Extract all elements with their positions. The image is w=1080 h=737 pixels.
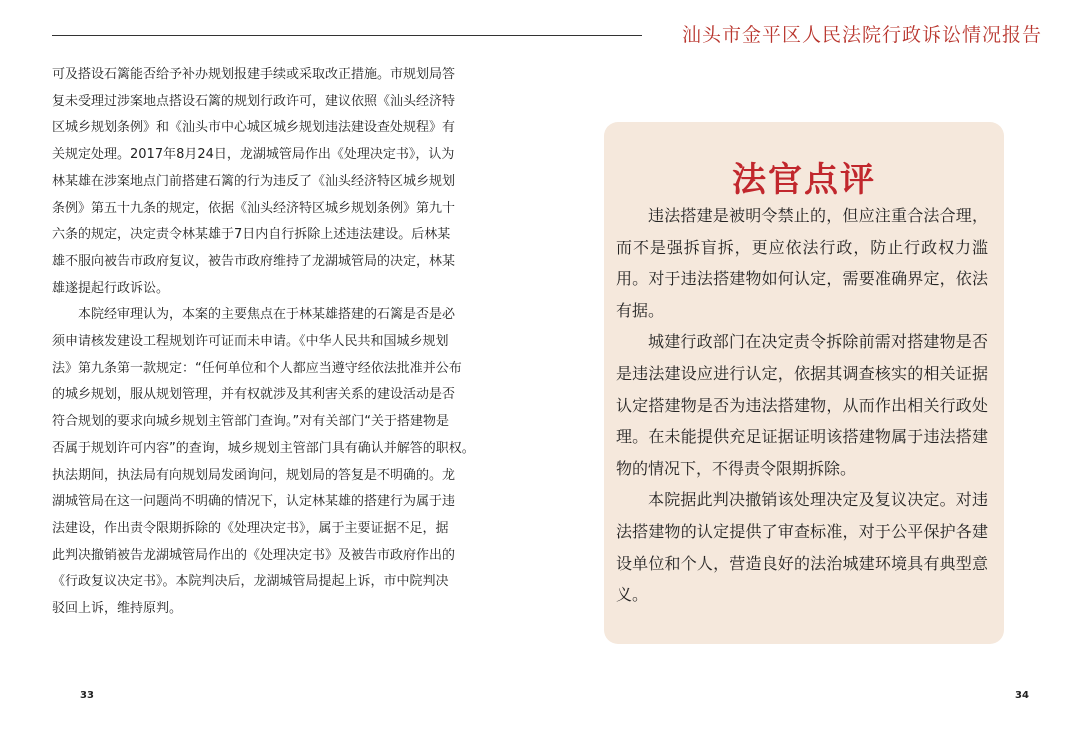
text-line: 符合规划的要求向城乡规划主管部门查询。”对有关部门“关于搭建物是 — [52, 414, 449, 430]
text-line: 法》第九条第一款规定：“任何单位和个人都应当遵守经依法批准并公布 — [52, 360, 462, 376]
review-paragraph: 违法搭建是被明令禁止的，但应注重合法合理，而不是强拆盲拆，更应依法行政，防止行政权力滥用。对于违法搭建物如何认定，需要准确界定，依法有据。 — [616, 206, 988, 320]
case-text-column — [52, 62, 507, 623]
report-title: 汕头市金平区人民法院行政诉讼情况报告 — [681, 24, 1042, 46]
text-line: 否属于规划许可内容”的查询，城乡规划主管部门具有确认并解答的职权。 — [52, 440, 475, 456]
text-line: 雄不服向被告市政府复议，被告市政府维持了龙湖城管局的决定，林某 — [52, 253, 456, 269]
page-number-right: 34 — [1015, 690, 1029, 701]
text-line: 此判决撤销被告龙湖城管局作出的《处理决定书》及被告市政府作出的 — [52, 547, 456, 563]
review-paragraph: 本院据此判决撤销该处理决定及复议决定。对违法搭建物的认定提供了审查标准，对于公平保护各建设单位和个人，营造良好的法治城建环境具有典型意义。 — [616, 490, 988, 605]
page-number-left: 33 — [80, 690, 94, 701]
text-line: 六条的规定，决定责令林某雄于7日内自行拆除上述违法建设。后林某 — [52, 227, 451, 243]
text-line: 区城乡规划条例》和《汕头市中心城区城乡规划违法建设查处规程》有 — [52, 120, 456, 136]
text-line: 执法期间，执法局有向规划局发函询问，规划局的答复是不明确的。龙 — [52, 467, 456, 483]
case-paragraph-2 — [52, 302, 507, 622]
review-title: 法官点评 — [732, 160, 876, 200]
text-line: 的城乡规划，服从规划管理，并有权就涉及其利害关系的建设活动是否 — [52, 387, 456, 403]
text-line: 林某雄在涉案地点门前搭建石篱的行为违反了《汕头经济特区城乡规划 — [52, 173, 456, 189]
text-line: 湖城管局在这一问题尚不明确的情况下，认定林某雄的搭建行为属于违 — [52, 494, 456, 510]
case-paragraph-1 — [52, 62, 507, 302]
judge-review-box — [604, 122, 1004, 644]
text-line: 须申请核发建设工程规划许可证而未申请。《中华人民共和国城乡规划 — [52, 334, 449, 350]
text-line: 本院经审理认为，本案的主要焦点在于林某雄搭建的石篱是否是必 — [78, 307, 456, 323]
review-body — [616, 200, 988, 611]
text-line: 法建设，作出责令限期拆除的《处理决定书》，属于主要证据不足，据 — [52, 520, 449, 536]
text-line: 驳回上诉，维持原判。 — [52, 601, 183, 617]
text-line: 雄遂提起行政诉讼。 — [52, 280, 170, 296]
header-rule — [52, 35, 642, 36]
text-line: 条例》第五十九条的规定，依据《汕头经济特区城乡规划条例》第九十 — [52, 200, 456, 216]
text-line: 可及搭设石篱能否给予补办规划报建手续或采取改正措施。市规划局答 — [52, 67, 456, 82]
text-line: 《行政复议决定书》。本院判决后，龙湖城管局提起上诉，市中院判决 — [52, 574, 449, 590]
text-line: 关规定处理。2017年8月24日，龙湖城管局作出《处理决定书》，认为 — [52, 147, 455, 163]
text-line: 复未受理过涉案地点搭设石篱的规划行政许可，建议依照《汕头经济特 — [52, 93, 456, 109]
review-paragraph: 城建行政部门在决定责令拆除前需对搭建物是否是违法建设应进行认定，依据其调查核实的相关证据认定搭建物是否为违法搭建物，从而作出相关行政处理。在未能提供充足证据证明该搭建物属于违法搭建物的情况下，不得责令限期拆除。 — [616, 332, 988, 478]
